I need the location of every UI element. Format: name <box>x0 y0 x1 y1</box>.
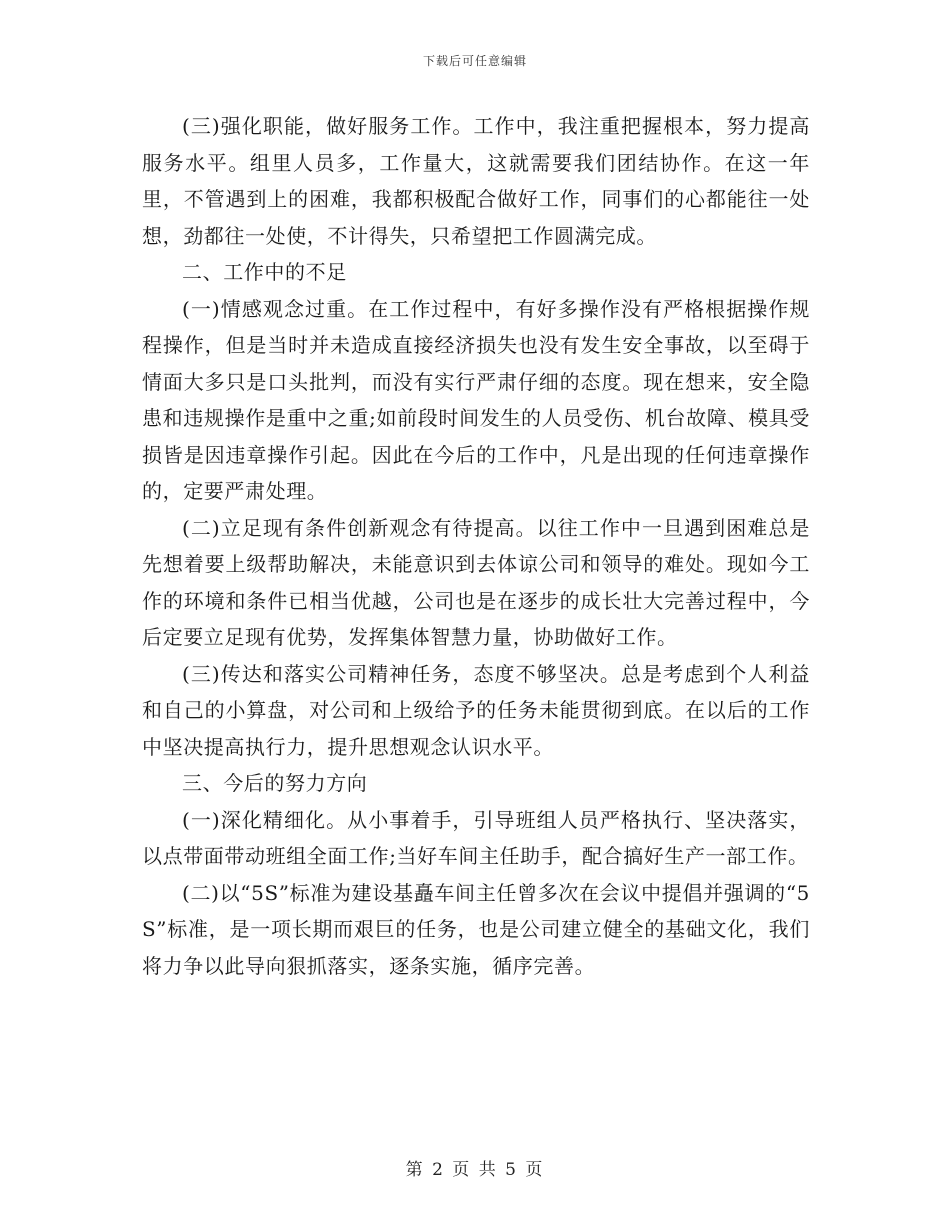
paragraph-emotion-concept: (一)情感观念过重。在工作过程中，有好多操作没有严格根据操作规程操作，但是当时并未造成直接经济损失也没有发生安全事故，以至碍于情面大多只是口头批判，而没有实行严肃仔细的态度。现在想来，安全隐患和违规操作是重中之重;如前段时间发生的人员受伤、机台故障、模具受损皆是因违章操作引起。因此在今后的工作中，凡是出现的任何违章操作的，定要严肃处理。 <box>142 296 810 503</box>
paragraph-deepen-refinement: (一)深化精细化。从小事着手，引导班组人员严格执行、坚决落实，以点带面带动班组全面工作;当好车间主任助手，配合搞好生产一部工作。 <box>142 807 810 868</box>
page-header: 下载后可任意编辑 <box>422 54 527 68</box>
paragraph-innovation-concept: (二)立足现有条件创新观念有待提高。以往工作中一旦遇到困难总是先想着要上级帮助解决，未能意识到去体谅公司和领导的难处。现如今工作的环境和条件已相当优越，公司也是在逐步的成长壮大完善过程中，今后定要立足现有优势，发挥集体智慧力量，协助做好工作。 <box>142 515 810 649</box>
paragraph-5s-standard: (二)以“5S”标准为建设基矗车间主任曾多次在会议中提倡并强调的“5S”标准，是一项长期而艰巨的任务，也是公司建立健全的基础文化，我们将力争以此导向狠抓落实，逐条实施，循序完善。 <box>142 880 810 978</box>
paragraph-implement-tasks: (三)传达和落实公司精神任务，态度不够坚决。总是考虑到个人利益和自己的小算盘，对公司和上级给予的任务未能贯彻到底。在以后的工作中坚决提高执行力，提升思想观念认识水平。 <box>142 661 810 759</box>
section-heading-future-direction: 三、今后的努力方向 <box>182 771 368 795</box>
section-heading-shortcomings: 二、工作中的不足 <box>182 260 347 284</box>
paragraph-strengthen-service: (三)强化职能，做好服务工作。工作中，我注重把握根本，努力提高服务水平。组里人员多，工作量大，这就需要我们团结协作。在这一年里，不管遇到上的困难，我都积极配合做好工作，同事们的心都能往一处想，劲都往一处使，不计得失，只希望把工作圆满完成。 <box>142 114 810 248</box>
page-footer: 第 2 页 共 5 页 <box>405 1160 545 1180</box>
document-body <box>142 108 810 984</box>
